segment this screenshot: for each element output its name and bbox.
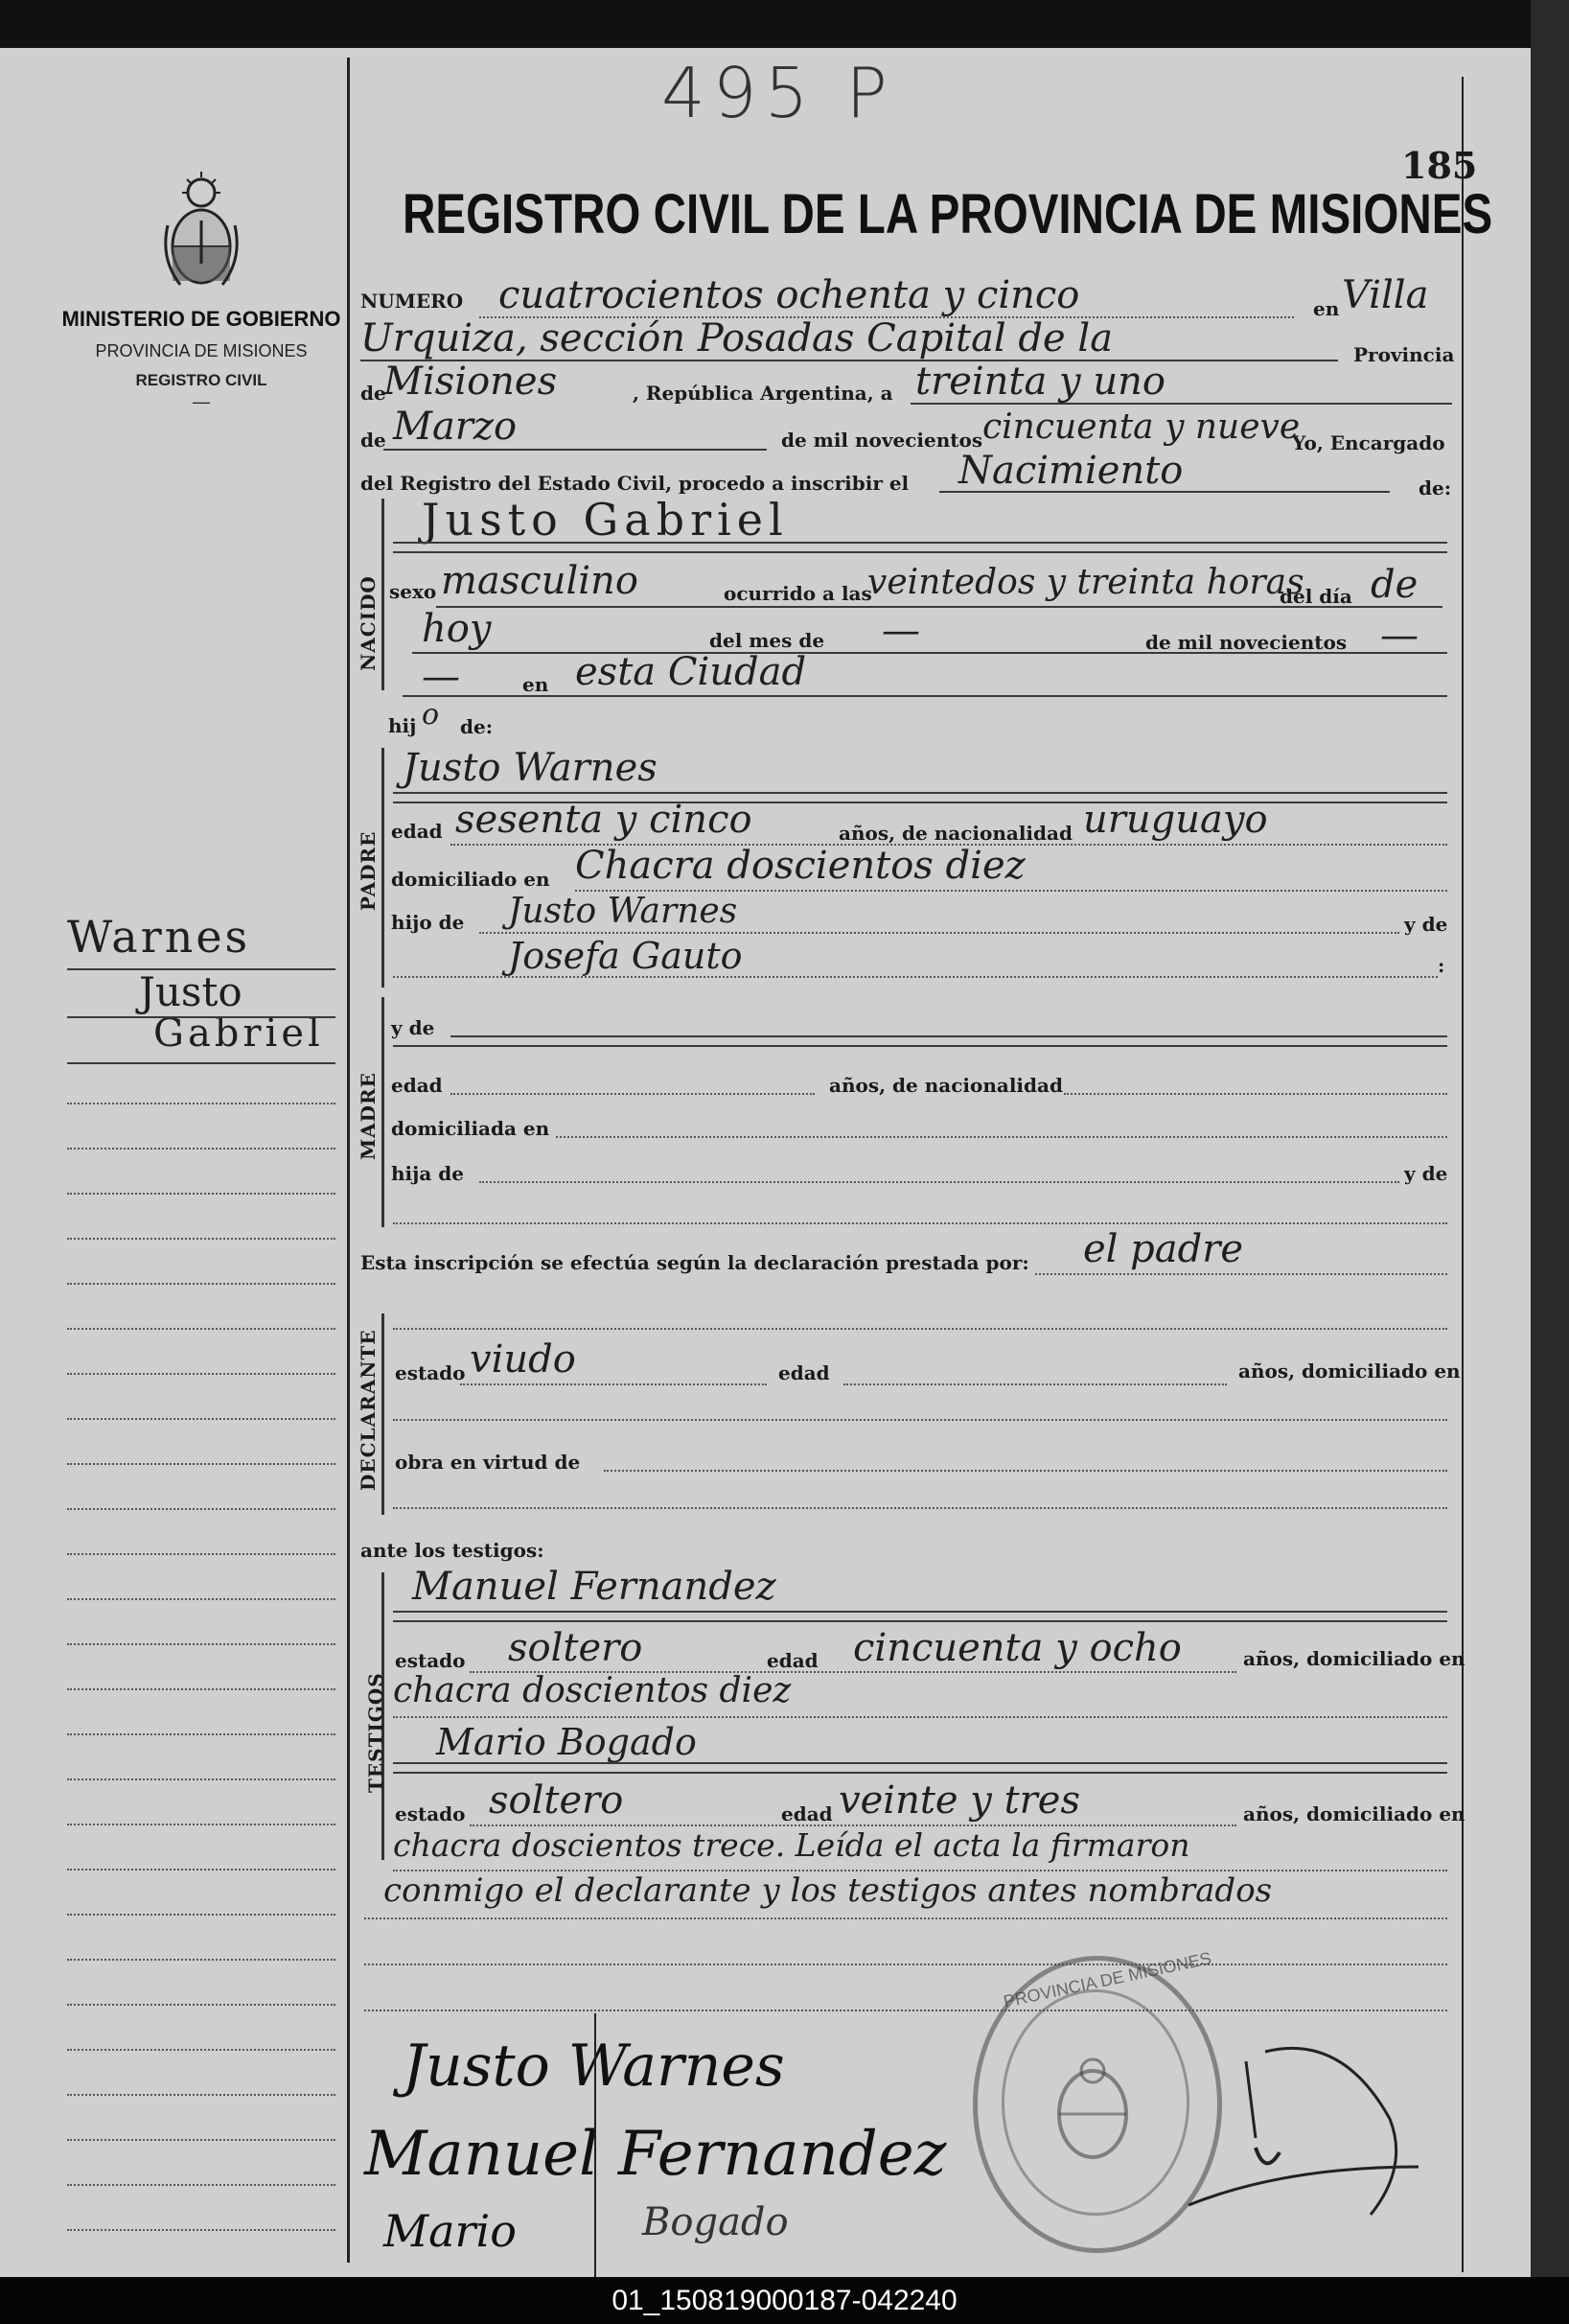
testigo2-domicilio: chacra doscientos trece. Leída el acta la firmaron xyxy=(393,1826,1190,1864)
fill-line xyxy=(604,1470,1447,1472)
margin-secondname: Gabriel xyxy=(153,1011,324,1056)
fill-line xyxy=(939,491,1390,493)
mil-label: de mil novecientos xyxy=(781,429,983,452)
fill-line xyxy=(393,551,1447,553)
fill-line xyxy=(393,542,1447,544)
margin-dotted-line xyxy=(67,1914,335,1916)
madre-section-label: MADRE xyxy=(357,1072,380,1160)
hijo-de-label: de: xyxy=(460,715,494,738)
ante-testigos-label: ante los testigos: xyxy=(360,1539,544,1562)
hijo-label: hij xyxy=(388,714,417,737)
declarante-section-label: DECLARANTE xyxy=(357,1329,380,1491)
padre-abuela-value: Josefa Gauto xyxy=(508,935,743,977)
fill-line xyxy=(393,1620,1447,1622)
ministry-dash: — xyxy=(193,392,210,411)
testigo2-edad-value: veinte y tres xyxy=(839,1778,1080,1823)
registrar-signature-icon xyxy=(1169,2023,1457,2234)
nacido-nombre: Justo Gabriel xyxy=(422,494,789,546)
folio-number: 185 xyxy=(1401,144,1478,187)
fill-line xyxy=(393,1762,1447,1764)
mes-dash: — xyxy=(882,609,920,653)
testigo1-domicilio: chacra doscientos diez xyxy=(393,1671,792,1710)
margin-dotted-line xyxy=(67,1688,335,1690)
margin-dotted-line xyxy=(67,1778,335,1780)
en-label: en xyxy=(1313,297,1340,320)
testigo2-nombre: Mario Bogado xyxy=(436,1721,697,1763)
encargado-label: Yo, Encargado xyxy=(1292,431,1445,454)
madre-y-de-label: y de xyxy=(391,1016,435,1039)
margin-line xyxy=(67,1016,335,1018)
footer-code: 01_150819000187-042240 xyxy=(0,2277,1569,2324)
stamp-text: PROVINCIA DE MISIONES xyxy=(1002,1948,1213,2011)
fill-line xyxy=(412,652,1447,654)
stamp-emblem-icon xyxy=(1040,2052,1145,2167)
signature-divider xyxy=(594,2013,596,2277)
margin-dotted-line xyxy=(67,1418,335,1420)
mil-nacido-label: de mil novecientos xyxy=(1145,631,1348,654)
document-title: REGISTRO CIVIL DE LA PROVINCIA DE MISIONES xyxy=(403,183,1493,245)
de-colon-label: de: xyxy=(1419,476,1452,500)
localidad-value: Urquiza, sección Posadas Capital de la xyxy=(360,316,1114,360)
firma-bogado: Bogado xyxy=(642,2200,789,2244)
fill-line xyxy=(1035,1273,1447,1275)
margin-firstname: Justo xyxy=(139,968,242,1015)
margin-dotted-line xyxy=(67,2049,335,2051)
declaracion-label: Esta inscripción se efectúa según la declaración prestada por: xyxy=(360,1251,1029,1274)
margin-dotted-line xyxy=(67,1643,335,1645)
fill-line xyxy=(403,695,1447,697)
fill-line xyxy=(393,1419,1447,1421)
republica-label: , República Argentina, a xyxy=(633,382,893,405)
ministry-registry: REGISTRO CIVIL xyxy=(135,371,267,389)
fill-line xyxy=(460,1383,767,1385)
margin-dotted-line xyxy=(67,1869,335,1871)
fill-line xyxy=(364,1917,1447,1919)
margin-dotted-line xyxy=(67,1328,335,1330)
fill-line xyxy=(393,976,1438,978)
dia-value-de: de xyxy=(1371,563,1419,607)
margin-dotted-line xyxy=(67,2004,335,2006)
declarante-bracket xyxy=(381,1313,384,1515)
padre-abuelo-value: Justo Warnes xyxy=(508,892,738,931)
fill-line xyxy=(393,1328,1447,1330)
margin-dotted-line xyxy=(67,1463,335,1465)
padre-anios-label: años, de nacionalidad xyxy=(839,822,1073,845)
margin-line xyxy=(67,968,335,970)
margin-dotted-line xyxy=(67,1283,335,1285)
ocurrido-label: ocurrido a las xyxy=(724,582,872,605)
fill-line xyxy=(383,449,767,451)
testigo1-edad-value: cincuenta y ocho xyxy=(853,1626,1182,1670)
fill-line xyxy=(393,1611,1447,1613)
padre-domiciliado-label: domiciliado en xyxy=(391,868,550,891)
fill-line xyxy=(843,1383,1227,1385)
margin-dotted-line xyxy=(67,1193,335,1195)
firma-justo-warnes: Justo Warnes xyxy=(403,2033,785,2100)
testigo1-edad-label: edad xyxy=(767,1649,819,1672)
declarante-edad-label: edad xyxy=(778,1361,830,1384)
nacido-section-label: NACIDO xyxy=(357,575,380,671)
provincia-value: Misiones xyxy=(383,360,558,404)
dia-value-hoy: hoy xyxy=(422,607,492,651)
declarante-anios-label: años, domiciliado en xyxy=(1238,1360,1461,1383)
margin-dotted-line xyxy=(67,1733,335,1735)
padre-nacionalidad-value: uruguayo xyxy=(1083,798,1268,842)
handwritten-record-number: 495 P xyxy=(661,53,895,133)
nacido-bracket xyxy=(381,499,384,690)
margin-surname: Warnes xyxy=(67,911,251,963)
testigos-section-label: TESTIGOS xyxy=(364,1672,387,1793)
padre-section-label: PADRE xyxy=(357,830,380,911)
madre-bracket xyxy=(381,997,384,1227)
sexo-value: masculino xyxy=(441,559,638,603)
ministry-province: PROVINCIA DE MISIONES xyxy=(95,341,308,360)
en-nacido-label: en xyxy=(522,673,549,696)
declarante-estado-value: viudo xyxy=(470,1337,576,1382)
margin-dotted-line xyxy=(67,1373,335,1375)
margin-dotted-line xyxy=(67,1959,335,1961)
padre-edad-label: edad xyxy=(391,820,443,843)
margin-dotted-line xyxy=(67,2094,335,2096)
padre-colon: : xyxy=(1438,954,1445,977)
fill-line xyxy=(436,606,1442,608)
margin-dotted-line xyxy=(67,1148,335,1150)
madre-y-de-label-2: y de xyxy=(1404,1162,1448,1185)
fill-line xyxy=(556,1136,1447,1138)
anio-dash: — xyxy=(1380,614,1419,658)
fill-line xyxy=(450,1035,1447,1037)
madre-domiciliada-label: domiciliada en xyxy=(391,1117,550,1140)
declaracion-value: el padre xyxy=(1083,1227,1244,1271)
right-border xyxy=(1462,77,1464,2272)
padre-edad-value: sesenta y cinco xyxy=(455,798,752,842)
declarante-obra-label: obra en virtud de xyxy=(395,1451,581,1474)
margin-dotted-line xyxy=(67,2139,335,2141)
padre-hijo-de-label: hijo de xyxy=(391,911,465,934)
margin-dotted-line xyxy=(67,2229,335,2231)
testigo2-estado-label: estado xyxy=(395,1802,466,1825)
fill-line xyxy=(479,932,1399,934)
mes-value: Marzo xyxy=(393,405,518,449)
declarante-estado-label: estado xyxy=(395,1361,466,1384)
fill-line xyxy=(393,1222,1447,1224)
de-label: de xyxy=(360,382,386,405)
anio-value: cincuenta y nueve xyxy=(982,407,1301,447)
del-dia-label: del día xyxy=(1280,585,1352,608)
fill-line xyxy=(393,1045,1447,1047)
margin-dotted-line xyxy=(67,1553,335,1555)
padre-y-de-label: y de xyxy=(1404,913,1448,936)
padre-domicilio-value: Chacra doscientos diez xyxy=(575,844,1026,888)
fill-line xyxy=(393,792,1447,794)
testigo1-estado-value: soltero xyxy=(508,1626,643,1670)
fill-line xyxy=(393,1716,1447,1718)
ministry-name: MINISTERIO DE GOBIERNO xyxy=(61,307,341,331)
madre-anios-label: años, de nacionalidad xyxy=(829,1074,1063,1097)
testigo2-edad-label: edad xyxy=(781,1802,833,1825)
provincia-label: Provincia xyxy=(1353,343,1455,366)
padre-bracket xyxy=(381,748,384,988)
del-mes-label: del mes de xyxy=(709,629,825,652)
year-dash: — xyxy=(422,655,460,699)
registro-label: del Registro del Estado Civil, procedo a inscribir el xyxy=(360,472,910,495)
testigo1-anios-label: años, domiciliado en xyxy=(1243,1647,1465,1670)
margin-dotted-line xyxy=(67,1103,335,1104)
fill-line xyxy=(450,1093,815,1095)
margin-dotted-line xyxy=(67,1824,335,1825)
sexo-label: sexo xyxy=(389,580,437,603)
testigo1-estado-label: estado xyxy=(395,1649,466,1672)
ministry-header xyxy=(58,173,345,412)
firma-mario: Mario xyxy=(383,2205,517,2257)
de-mes-label: de xyxy=(360,429,386,452)
firma-manuel-fernandez: Manuel Fernandez xyxy=(364,2119,947,2190)
margin-dotted-line xyxy=(67,2184,335,2186)
testigo2-anios-label: años, domiciliado en xyxy=(1243,1802,1465,1825)
book-binding xyxy=(1531,0,1569,2277)
fill-line xyxy=(393,1507,1447,1509)
padre-nombre: Justo Warnes xyxy=(403,746,658,790)
fill-line xyxy=(911,403,1452,405)
hijo-suffix: o xyxy=(422,698,440,732)
fill-line xyxy=(1064,1093,1447,1095)
fill-line xyxy=(364,1964,1447,1965)
testigo1-nombre: Manuel Fernandez xyxy=(412,1565,776,1609)
margin-dotted-line xyxy=(67,1508,335,1510)
hora-value: veintedos y treinta horas xyxy=(867,563,1304,602)
fill-line xyxy=(364,2010,1447,2011)
margin-dotted-line xyxy=(67,1238,335,1240)
lugar-value: esta Ciudad xyxy=(575,650,807,694)
dia-value: treinta y uno xyxy=(915,360,1165,404)
acto-value: Nacimiento xyxy=(958,449,1184,493)
numero-label: NUMERO xyxy=(360,290,464,313)
fill-line xyxy=(479,1181,1399,1183)
fill-line xyxy=(393,1772,1447,1774)
madre-hija-de-label: hija de xyxy=(391,1162,465,1185)
numero-value: cuatrocientos ochenta y cinco xyxy=(498,273,1080,317)
margin-line xyxy=(67,1062,335,1064)
en-value-villa: Villa xyxy=(1342,273,1429,317)
margin-divider xyxy=(347,58,350,2263)
margin-dotted-line xyxy=(67,1598,335,1600)
testigo2-estado-value: soltero xyxy=(489,1778,624,1823)
cierre-text: conmigo el declarante y los testigos antes nombrados xyxy=(383,1871,1273,1910)
madre-edad-label: edad xyxy=(391,1074,443,1097)
